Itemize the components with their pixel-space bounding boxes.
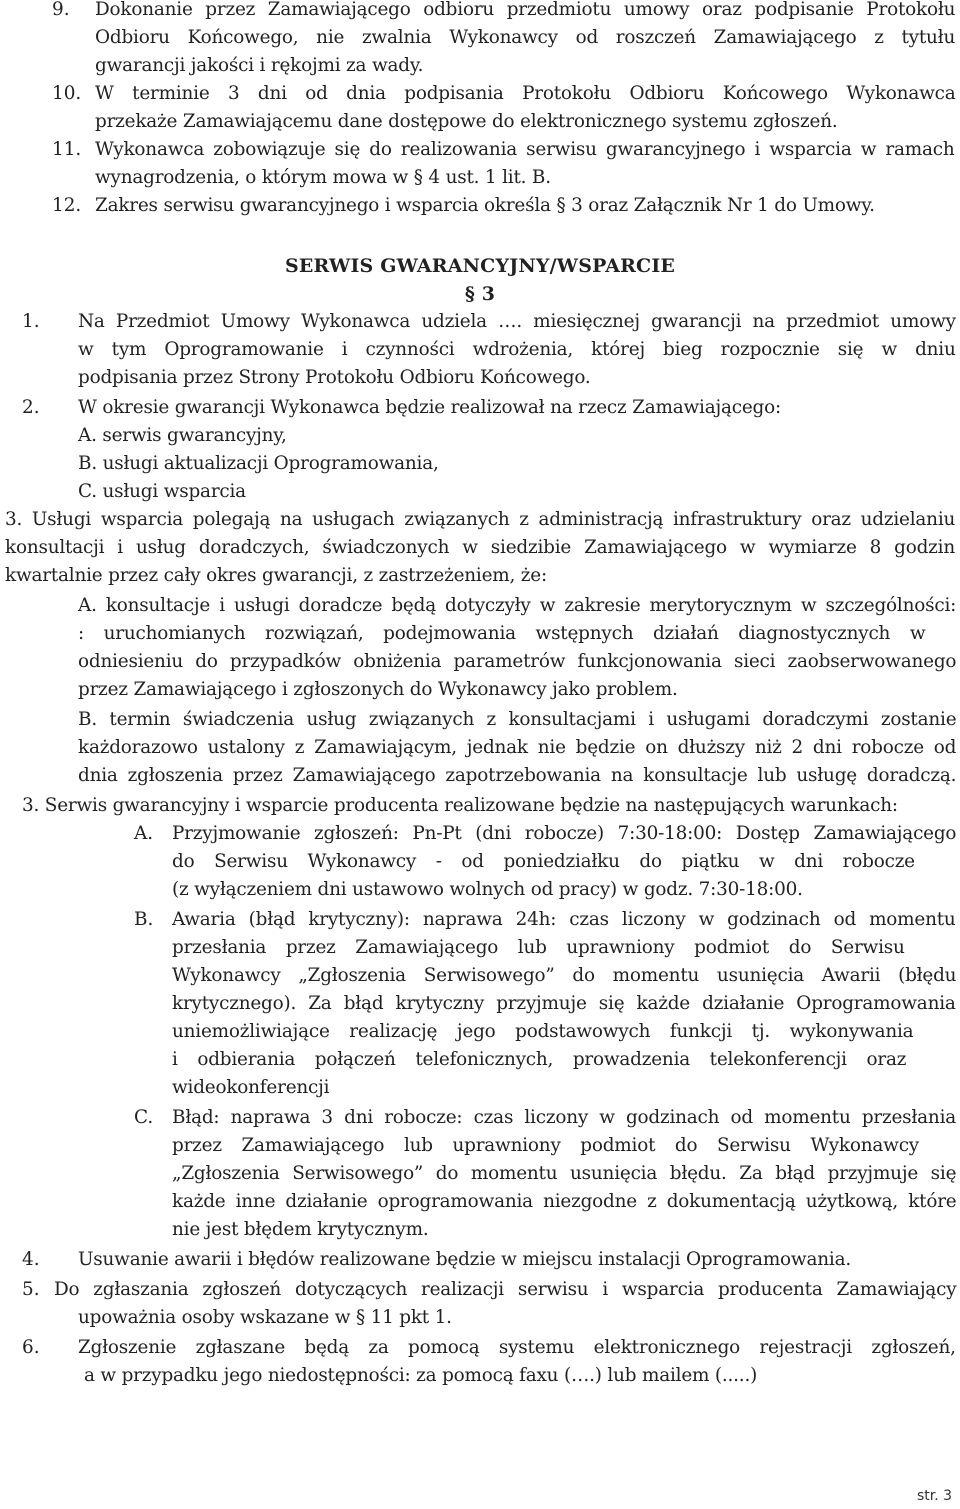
item-10-line-1: W terminie 3 dni od dnia podpisania Protokołu Odbioru Końcowego Wykonawca <box>95 83 956 104</box>
section-heading: SERWIS GWARANCYJNY/WSPARCIE <box>284 255 676 277</box>
section-sign: § <box>355 1307 365 1328</box>
condition-b-line-4: krytycznego). Za błąd krytyczny przyjmuje się każde działanie Oprogramowania <box>172 993 956 1014</box>
item-9-line-3: gwarancji jakości i rękojmi za wady. <box>95 55 424 76</box>
point-number-5: 5. <box>22 1279 40 1300</box>
condition-b-line-1: Awaria (błąd krytyczny): naprawa 24h: czas liczony w godzinach od momentu <box>172 909 956 930</box>
section-paragraph-number <box>0 280 960 308</box>
point-4-text: Usuwanie awarii i błędów realizowane będzie w miejscu instalacji Oprogramowania. <box>78 1249 851 1270</box>
point-5-line-1: Do zgłaszania zgłoszeń dotyczących realizacji serwisu i wsparcia producenta Zamawiający <box>54 1279 957 1300</box>
condition-b-line-3: Wykonawcy „Zgłoszenia Serwisowego” do momentu usunięcia Awarii (błędu <box>172 965 957 986</box>
point-1-line-3: podpisania przez Strony Protokołu Odbioru Końcowego. <box>78 367 591 388</box>
point-1-line-1: Na Przedmiot Umowy Wykonawca udziela …. miesięcznej gwarancji na przedmiot umowy <box>78 311 956 332</box>
item-12-ref: 3 oraz Załącznik Nr 1 do Umowy. <box>571 195 875 216</box>
condition-c-line-4: każde inne działanie oprogramowania niezgodne z dokumentacją użytkową, które <box>172 1191 957 1212</box>
point-3-a-line-1: A. konsultacje i usługi doradcze będą dotyczyły w zakresie merytorycznym w szczególności: <box>78 595 957 616</box>
item-11-line-1: Wykonawca zobowiązuje się do realizowania serwisu gwarancyjnego i wsparcia w ramach <box>95 139 955 160</box>
item-number-12: 12. <box>52 195 82 216</box>
item-number-9: 9. <box>52 0 70 20</box>
point-5-line-2 <box>78 1304 452 1332</box>
item-9-line-1: Dokonanie przez Zamawiającego odbioru przedmiotu umowy oraz podpisanie Protokołu <box>95 0 956 20</box>
section-sign: § <box>556 195 566 216</box>
condition-letter-b: B. <box>134 909 154 930</box>
condition-a-line-1: Przyjmowanie zgłoszeń: Pn-Pt (dni robocze) 7:30-18:00: Dostęp Zamawiającego <box>172 823 957 844</box>
condition-letter-a: A. <box>134 823 154 844</box>
condition-b-line-6: i odbierania połączeń telefonicznych, prowadzenia telekonferencji oraz <box>172 1049 907 1070</box>
point-3-line-2: konsultacji i usług doradczych, świadczonych w siedzibie Zamawiającego w wymiarze 8 godzin <box>5 537 955 558</box>
point-2-item-b: B. usługi aktualizacji Oprogramowania, <box>78 453 439 474</box>
point-number-2: 2. <box>22 397 40 418</box>
point-2-item-a: A. serwis gwarancyjny, <box>78 425 287 446</box>
point-3b-text: 3. Serwis gwarancyjny i wsparcie producenta realizowane będzie na następujących warunkach: <box>22 795 898 816</box>
page-number: str. 3 <box>917 1488 953 1504</box>
point-2-text: W okresie gwarancji Wykonawca będzie realizował na rzecz Zamawiającego: <box>78 397 781 418</box>
point-3-b-line-2: każdorazowo ustalony z Zamawiającym, jednak nie będzie on dłuższy niż 2 dni robocze od <box>78 737 957 758</box>
point-3-line-3: kwartalnie przez cały okres gwarancji, z zastrzeżeniem, że: <box>5 565 547 586</box>
point-1-line-2: w tym Oprogramowanie i czynności wdrożenia, której bieg rozpocznie się w dniu <box>78 339 956 360</box>
item-9-line-2: Odbioru Końcowego, nie zwalnia Wykonawcy od roszczeń Zamawiającego z tytułu <box>95 27 956 48</box>
condition-a-line-2: do Serwisu Wykonawcy - od poniedziałku do piątku w dni robocze <box>172 851 915 872</box>
item-11-ref: 4 ust. 1 lit. B. <box>428 167 551 188</box>
condition-b-line-7: wideokonferencji <box>172 1077 330 1098</box>
paragraph-number: 3 <box>481 283 496 305</box>
condition-c-line-1: Błąd: naprawa 3 dni robocze: czas liczony w godzinach od momentu przesłania <box>172 1107 957 1128</box>
point-5-ref: 11 pkt 1. <box>370 1307 452 1328</box>
point-3-a-line-4: przez Zamawiającego i zgłoszonych do Wykonawcy jako problem. <box>78 679 678 700</box>
item-11-line-2 <box>95 164 551 192</box>
item-number-10: 10. <box>52 83 82 104</box>
condition-b-line-2: przesłania przez Zamawiającego lub uprawniony podmiot do Serwisu <box>172 937 905 958</box>
point-3-b-line-1: B. termin świadczenia usług związanych z konsultacjami i usługami doradczymi zostanie <box>78 709 957 730</box>
point-number-4: 4. <box>22 1249 40 1270</box>
item-12-line <box>95 192 875 220</box>
point-number-1: 1. <box>22 311 40 332</box>
point-6-line-1: Zgłoszenie zgłaszane będą za pomocą systemu elektronicznego rejestracji zgłoszeń, <box>78 1337 956 1358</box>
condition-b-line-5: uniemożliwiające realizację jego podstawowych funkcji tj. wykonywania <box>172 1021 914 1042</box>
point-3-a-line-3: odniesieniu do przypadków obniżenia parametrów funkcjonowania sieci zaobserwowanego <box>78 651 957 672</box>
point-5-text: upoważnia osoby wskazane w <box>78 1307 351 1328</box>
condition-c-line-2: przez Zamawiającego lub uprawniony podmiot do Serwisu Wykonawcy <box>172 1135 919 1156</box>
item-11-text: wynagrodzenia, o którym mowa w <box>95 167 409 188</box>
point-3-line-1: 3. Usługi wsparcia polegają na usługach związanych z administracją infrastruktury oraz udzielaniu <box>5 509 956 530</box>
point-3-b-line-3: dnia zgłoszenia przez Zamawiającego zapotrzebowania na konsultacje lub usługę doradczą. <box>78 765 957 786</box>
item-10-line-2: przekaże Zamawiającemu dane dostępowe do elektronicznego systemu zgłoszeń. <box>95 111 838 132</box>
condition-c-line-5: nie jest błędem krytycznym. <box>172 1219 429 1240</box>
point-number-6: 6. <box>22 1337 40 1358</box>
item-number-11: 11. <box>52 139 82 160</box>
condition-letter-c: C. <box>134 1107 154 1128</box>
condition-a-line-3: (z wyłączeniem dni ustawowo wolnych od pracy) w godz. 7:30-18:00. <box>172 879 803 900</box>
point-2-item-c: C. usługi wsparcia <box>78 481 246 502</box>
point-3-a-line-2: : uruchomianych rozwiązań, podejmowania wstępnych działań diagnostycznych w <box>78 623 926 644</box>
point-6-line-2: a w przypadku jego niedostępności: za pomocą faxu (….) lub mailem (.....) <box>84 1365 758 1386</box>
section-sign: § <box>464 283 475 305</box>
section-sign: § <box>413 167 423 188</box>
item-12-text: Zakres serwisu gwarancyjnego i wsparcia określa <box>95 195 551 216</box>
condition-c-line-3: „Zgłoszenia Serwisowego” do momentu usunięcia błędu. Za błąd przyjmuje się <box>172 1163 957 1184</box>
